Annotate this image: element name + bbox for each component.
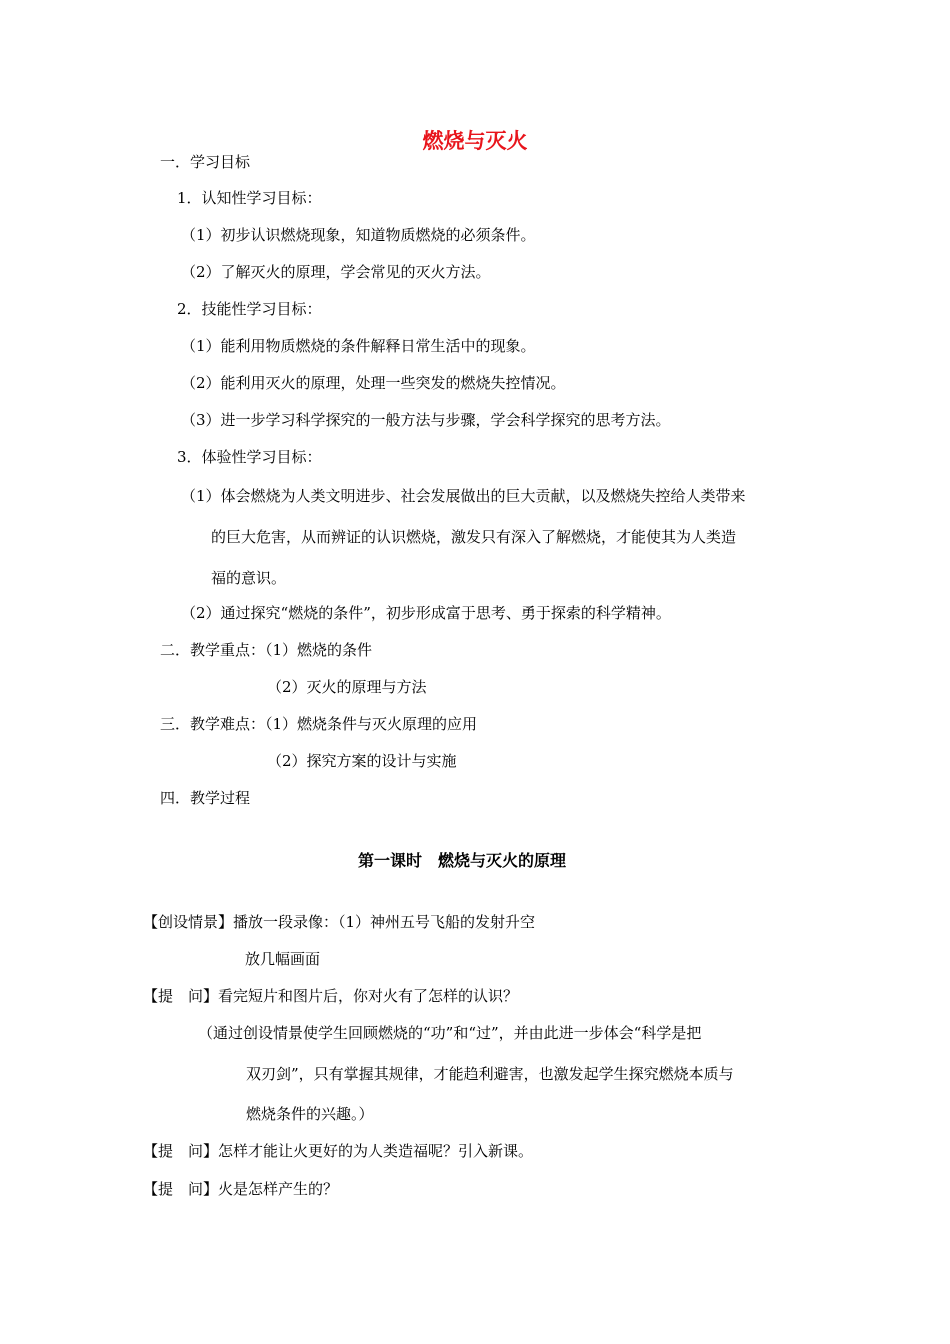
note-line-2: 双刃剑”，只有掌握其规律，才能趋利避害，也激发起学生探究燃烧本质与 xyxy=(246,1065,734,1083)
note-line-1: （通过创设情景使学生回顾燃烧的“功”和“过”，并由此进一步体会“科学是把 xyxy=(198,1024,702,1042)
skill-item-2: （2）能利用灭火的原理，处理一些突发的燃烧失控情况。 xyxy=(181,374,566,392)
question-1: 【提 问】看完短片和图片后，你对火有了怎样的认识？ xyxy=(143,987,519,1005)
difficulties-label-text: 三．教学难点： xyxy=(160,715,266,733)
document-title: 燃烧与灭火 xyxy=(422,128,528,153)
question-2: 【提 问】怎样才能让火更好的为人类造福呢？引入新课。 xyxy=(143,1142,534,1160)
experience-item-1-line-2: 的巨大危害，从而辨证的认识燃烧，激发只有深入了解燃烧，才能使其为人类造 xyxy=(211,528,737,546)
skill-item-3: （3）进一步学习科学探究的一般方法与步骤，学会科学探究的思考方法。 xyxy=(181,411,671,429)
skill-objectives-heading: 2．技能性学习目标： xyxy=(177,300,322,318)
note-line-3: 燃烧条件的兴趣。） xyxy=(246,1105,374,1123)
cognitive-item-1: （1）初步认识燃烧现象，知道物质燃烧的必须条件。 xyxy=(181,226,536,244)
difficulty-1: （1）燃烧条件与灭火原理的应用 xyxy=(265,715,478,733)
scenario-line-2: 放几幅画面 xyxy=(245,950,321,968)
difficulties-label xyxy=(160,714,477,734)
key-point-2: （2）灭火的原理与方法 xyxy=(267,678,427,696)
key-points-label-text: 二．教学重点： xyxy=(160,641,266,659)
cognitive-item-2: （2）了解灭火的原理，学会常见的灭火方法。 xyxy=(181,263,491,281)
experience-item-2: （2）通过探究“燃烧的条件”，初步形成富于思考、勇于探索的科学精神。 xyxy=(181,604,671,622)
cognitive-objectives-heading: 1．认知性学习目标： xyxy=(177,189,322,207)
experience-item-1-line-3: 福的意识。 xyxy=(211,569,287,587)
section-objectives-heading: 一．学习目标 xyxy=(160,153,251,171)
scenario-line-1: 【创设情景】播放一段录像：（1）神州五号飞船的发射升空 xyxy=(143,913,536,931)
key-points-label xyxy=(160,640,372,660)
key-point-1: （1）燃烧的条件 xyxy=(265,641,373,659)
difficulty-2: （2）探究方案的设计与实施 xyxy=(267,752,457,770)
process-heading: 四．教学过程 xyxy=(160,789,251,807)
lesson1-title: 第一课时 燃烧与灭火的原理 xyxy=(357,851,566,870)
experience-item-1-line-1: （1）体会燃烧为人类文明进步、社会发展做出的巨大贡献，以及燃烧失控给人类带来 xyxy=(181,487,746,505)
experience-objectives-heading: 3．体验性学习目标： xyxy=(177,448,322,466)
question-3: 【提 问】火是怎样产生的？ xyxy=(143,1180,339,1198)
skill-item-1: （1）能利用物质燃烧的条件解释日常生活中的现象。 xyxy=(181,337,536,355)
